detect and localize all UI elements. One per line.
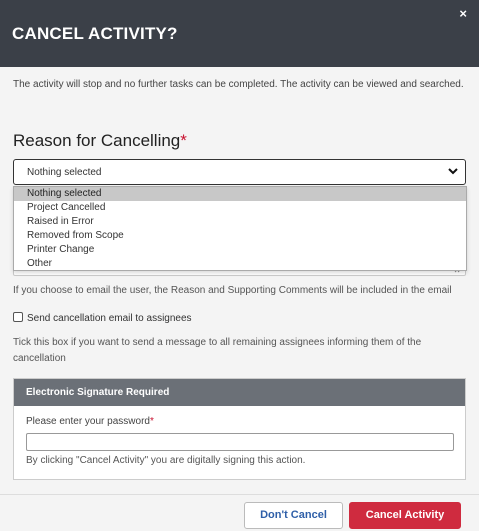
reason-option[interactable]: Removed from Scope xyxy=(27,230,124,241)
reason-heading xyxy=(13,131,187,151)
password-label-text: Please enter your password xyxy=(26,416,150,427)
password-label xyxy=(26,416,154,427)
signature-panel xyxy=(13,378,466,480)
reason-select[interactable] xyxy=(13,159,466,185)
reason-option[interactable]: Nothing selected xyxy=(14,187,466,201)
dialog-footer xyxy=(0,494,479,531)
reason-help-text: If you choose to email the user, the Reason and Supporting Comments will be included in the email xyxy=(13,285,452,296)
reason-heading-label: Reason for Cancelling xyxy=(13,131,181,150)
required-marker: * xyxy=(180,131,187,150)
close-icon[interactable]: × xyxy=(459,6,467,21)
dialog-title: CANCEL ACTIVITY? xyxy=(12,24,178,43)
chevron-down-icon xyxy=(447,165,459,177)
signature-header: Electronic Signature Required xyxy=(14,379,465,406)
intro-text: The activity will stop and no further tasks can be completed. The activity can be viewed and searched. xyxy=(13,79,464,90)
cancel-activity-button[interactable]: Cancel Activity xyxy=(349,502,461,529)
reason-option[interactable]: Printer Change xyxy=(27,244,95,255)
signature-note: By clicking "Cancel Activity" you are digitally signing this action. xyxy=(26,455,306,466)
password-input[interactable] xyxy=(26,433,454,451)
reason-select-value: Nothing selected xyxy=(27,167,102,178)
required-marker: * xyxy=(149,416,154,427)
reason-option[interactable]: Other xyxy=(27,258,53,269)
email-help-text: Tick this box if you want to send a message to all remaining assignees informing them of the cancellation xyxy=(13,337,422,364)
email-checkbox-row xyxy=(13,312,192,324)
send-email-checkbox[interactable] xyxy=(13,312,23,322)
reason-dropdown-list xyxy=(13,186,467,271)
dialog-header xyxy=(0,0,479,67)
dont-cancel-button[interactable]: Don't Cancel xyxy=(244,502,343,529)
reason-option[interactable]: Raised in Error xyxy=(27,216,94,227)
reason-option[interactable]: Project Cancelled xyxy=(27,202,106,213)
send-email-label[interactable]: Send cancellation email to assignees xyxy=(27,313,192,324)
